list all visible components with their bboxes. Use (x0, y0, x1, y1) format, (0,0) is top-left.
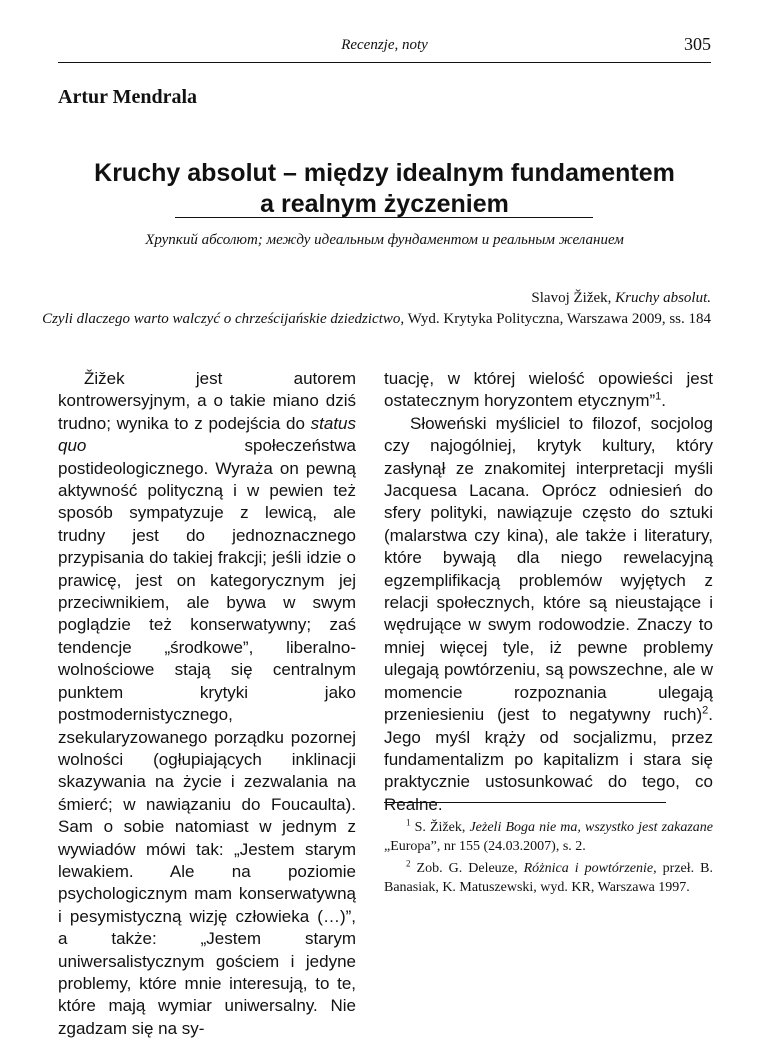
reviewed-subtitle: Czyli dlaczego warto walczyć o chrześcijańskie dziedzictwo (42, 311, 401, 327)
footnotes (384, 818, 713, 900)
body-column-left (58, 368, 356, 1040)
text-run: S. Žižek, (410, 820, 470, 835)
footnote-number: 2 (406, 858, 411, 869)
footnote-divider (384, 802, 666, 803)
reviewed-publisher: , Wyd. Krytyka Polityczna, Warszawa 2009, ss. 184 (400, 311, 711, 327)
footnote (384, 818, 713, 856)
russian-title: Хрупкий абсолют; между идеальным фундаментом и реальным желанием (145, 232, 624, 248)
page-number: 305 (684, 34, 711, 54)
text-run: społeczeństwa postideologicznego. Wyraża on pewną aktywność polityczną i w pewien też sposób sympatyzuje z lewicą, ale trudny jest do jednoznacznego przypisania do takiej frakcji; jeśli idzie o prawicę, jest on kategorycznym jej przeciwnikiem, ale bywa w swym poglądzie też konserwatywny; zaś tendencje „środkowe”, liberalno-wolnościowe stają się centralnym punktem krytyki jako postmodernistycznego, zsekularyzowanego porządku pozornej wolności (ogłupiających inklinacji skazywania na życie i zezwalania na śmierć; w nawiązaniu do Foucaulta). Sam o sobie natomiast w jednym z wywiadów mówi tak: „Jestem starym lewakiem. Ale na poziomie psychologicznym mam konserwatywną i pesymistyczną wizję człowieka (…)”, a także: „Jestem starym uniwersalistycznym gościem i jedyne problemy, które mnie interesują, to te, które mają wymiar uniwersalny. Nie zgadzam się na sy- (58, 436, 356, 1038)
reviewed-line-1 (42, 288, 711, 309)
reviewed-title: Kruchy absolut. (615, 290, 711, 306)
article-title (58, 158, 711, 220)
reviewed-line-2 (42, 309, 711, 330)
text-run: . Jego myśl krąży od socjalizmu, przez fundamentalizm po kapitalizm i stara się praktycznie ustosunkować do tego, co Realne. (384, 705, 713, 814)
text-run-italic: Różnica i powtórzenie (523, 861, 654, 876)
footnote-ref-2[interactable]: 2 (702, 704, 709, 717)
text-run: , przeł. B. Banasiak, K. Matuszewski, wyd. KR, Warszawa 1997. (384, 861, 713, 895)
paragraph (58, 368, 356, 1040)
text-run: Słoweński myśliciel to filozof, socjolog czy najogólniej, krytyk kultury, który zasłynął ze znakomitej interpretacji myśli Jacquesa Lacana. Oprócz odniesień do sfery polityki, nawiązuje często do sztuki (malarstwa czy kina), ale także i literatury, które bywają dla niego rewelacyjną egzemplifikacją problemów wyjętych z relacji społecznych, które są nieustające i wędrujące w swym rodowodzie. Znaczy to mniej więcej tyle, iż pewne problemy ulegają powtórzeniu, są powszechne, ale w momencie rozpoznania ulegają przeniesieniu (jest to negatywny ruch) (384, 413, 713, 725)
reviewed-author: Slavoj Žižek, (531, 290, 616, 306)
text-run: „Europa”, nr 155 (24.03.2007), s. 2. (384, 839, 586, 854)
article-author: Artur Mendrala (58, 86, 198, 108)
running-header (58, 34, 711, 63)
text-run-italic: Jeżeli Boga nie ma, wszystko jest zakazane (469, 820, 713, 835)
footnote-ref-1[interactable]: 1 (655, 390, 662, 403)
body-column-right (384, 368, 713, 816)
reviewed-work-citation (42, 288, 711, 330)
title-divider (175, 217, 593, 218)
text-run: tuację, w której wielość opowieści jest ostatecznym horyzontem etycznym” (384, 369, 713, 411)
text-run: . (661, 391, 667, 411)
title-line-1: Kruchy absolut – między idealnym fundamentem (94, 159, 675, 187)
text-run-italic: status quo (58, 413, 356, 456)
footnote (384, 859, 713, 897)
paragraph (384, 413, 713, 816)
text-run: Žižek jest autorem kontrowersyjnym, a o takie miano dziś trudno; wynika to z podejścia do (58, 369, 356, 433)
paragraph (384, 368, 713, 413)
title-line-2: a realnym życzeniem (260, 190, 509, 218)
running-title: Recenzje, noty (341, 37, 428, 53)
footnote-number: 1 (406, 817, 411, 828)
text-run: Zob. G. Deleuze, (410, 861, 524, 876)
